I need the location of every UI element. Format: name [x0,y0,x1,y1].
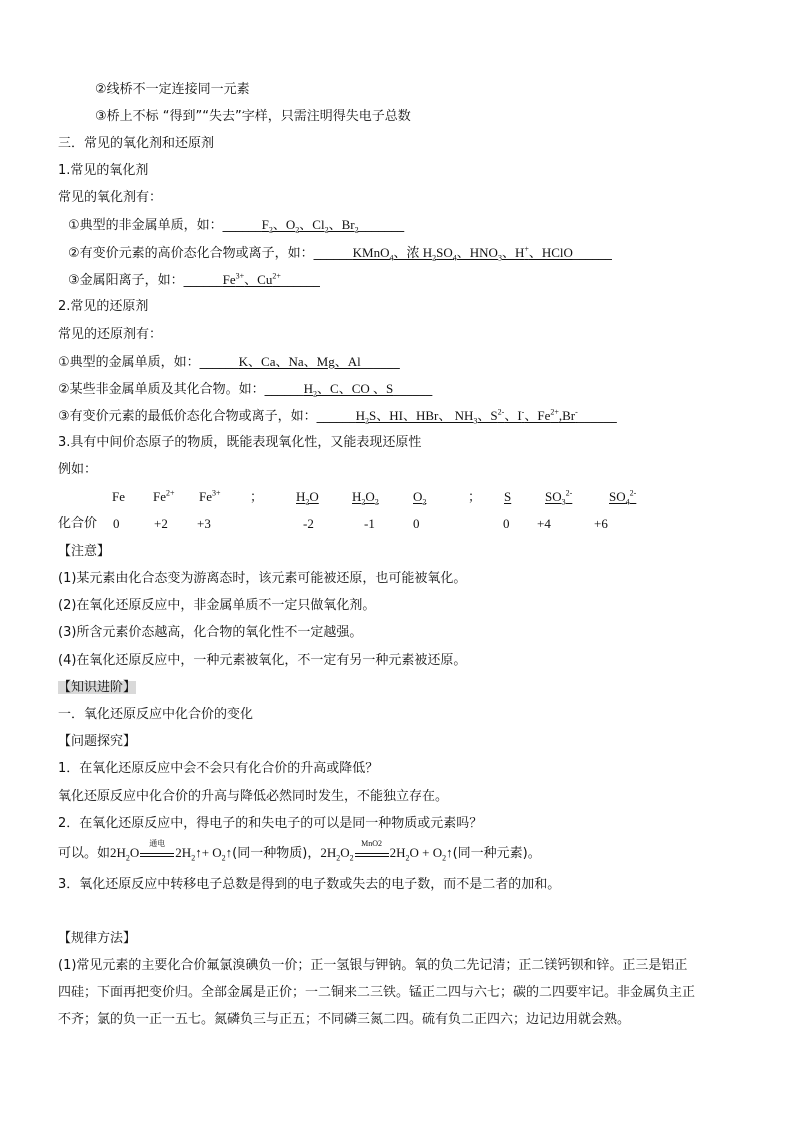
answer-text: $Fe^{3+}$、$Cu^{2+}$ [222,271,281,287]
reducer-item [58,381,433,399]
text-line: ②线桥不一定连接同一元素 [95,82,250,97]
formula: $Fe^{2+}$ [153,488,175,504]
answer-text: $F_2$、$O_2$、$Cl_2$、$Br_2$ [261,217,359,235]
answer-text: $H_2$、C、CO 、S [303,381,394,399]
question: 2．在氧化还原反应中，得电子的和失电子的可以是同一种物质或元素吗？ [58,816,483,831]
answer-blank: ______ [280,273,320,288]
text-line: 常见的还原剂有： [58,327,163,342]
formula: $H_2O$ [296,489,319,507]
valence-value: +4 [537,516,551,531]
formula: $H_2O_2$ [352,489,379,507]
formula: S [504,489,512,504]
valence-value: 0 [113,516,120,531]
reducer-item [58,355,400,369]
answer-blank: ______ [360,355,400,370]
text-line: ③桥上不标 “得到”“失去”字样，只需注明得失电子总数 [95,109,411,124]
reaction-arrow [140,839,174,857]
oxidizer-item [68,217,405,235]
answer-blank: ______ [393,382,433,397]
inquiry-title: 【问题探究】 [58,734,137,749]
valence-value: +3 [197,516,211,531]
question: 1．在氧化还原反应中会不会只有化合价的升高或降低？ [58,761,379,776]
reaction-arrow [355,839,389,857]
method-title: 【规律方法】 [58,931,137,946]
answer-prefix: 可以。如 [58,846,111,861]
answer-note: (同一种物质)， [232,846,321,861]
answer-text: K、Ca、Na、Mg、Al [238,354,361,369]
note-item: (1)某元素由化合态变为游离态时，该元素可能被还原，也可能被氧化。 [58,571,467,586]
answer-text: $H_2S$、HI、HBr、 $NH_3$、$S^{2-}$、I-、$Fe^{2+},Br^-$ [355,407,578,426]
formula: Fe [112,489,125,504]
equation: $2H_2↑+$ $O_2↑$ [175,845,233,863]
valence-value: -2 [303,516,314,531]
method-line: 不齐；氯的负一正一五七。氮磷负三与正五；不同磷三氮二四。硫有负二正四六；边记边用就会熟。 [58,1012,631,1027]
example-label: 例如： [58,462,98,477]
valence-value: 0 [413,516,420,531]
answer-blank: ______ [316,409,356,424]
equation: $2H_2O$ + $O_2↑$ [389,845,453,863]
method-line: 四硅；下面再把变价归。全部金属是正价；一二铜来二三铁。锰正二四与六七；碳的二四要牢记。非金属负主正 [58,985,696,1000]
answer-blank: ______ [183,273,223,288]
question: 3．氧化还原反应中转移电子总数是得到的电子数或失去的电子数，而不是二者的加和。 [58,877,561,892]
oxidizer-item [68,273,320,287]
equation: $2H_2O$ [110,845,140,863]
valence-value: +6 [594,516,608,531]
subsection-title: 2.常见的还原剂 [58,299,149,314]
text-line: 常见的氧化剂有： [58,190,163,205]
separator: ； [468,489,482,504]
valence-value: 0 [503,516,510,531]
section-title: 一．氧化还原反应中化合价的变化 [58,707,254,722]
item-label: ②某些非金属单质及其化合物。如： [58,382,265,397]
reaction-condition: 通电 [149,839,166,848]
formula: $O_2$ [413,489,427,507]
oxidizer-item [68,244,612,263]
answer-blank: ______ [264,382,304,397]
item-label: ①典型的非金属单质，如： [68,218,223,233]
reaction-condition: MnO2 [361,839,383,848]
reducer-item [58,407,617,426]
note-item: (2)在氧化还原反应中，非金属单质不一定只做氧化剂。 [58,598,376,613]
formula: $Fe^{3+}$ [199,488,221,504]
item-label: ②有变价元素的高价态化合物或离子，如： [68,246,314,261]
valence-value: -1 [364,516,375,531]
section-title: 三．常见的氧化剂和还原剂 [58,136,215,151]
item-label: ③金属阳离子，如： [68,273,184,288]
answer [58,839,541,863]
method-line: (1)常见元素的主要化合价氟氯溴碘负一价；正一氢银与钾钠。氧的负二先记清；正二镁钙钡和锌。正三是铝正 [58,958,688,973]
formula: $SO_4^{2-}$ [609,488,637,507]
answer-blank: _______ [358,218,405,233]
answer-note: (同一种元素)。 [452,846,541,861]
formula: $SO_3^{2-}$ [545,488,573,507]
valence-label: 化合价 [58,516,98,531]
answer-blank: ______ [572,246,612,261]
answer: 氧化还原反应中化合价的升高与降低必然同时发生，不能独立存在。 [58,789,449,804]
answer-text: KMnO$_4$、浓 $H_2SO_4$、$HNO_3$、H+、HClO [352,244,573,263]
item-label: ①典型的金属单质，如： [58,355,200,370]
subsection-title: 1.常见的氧化剂 [58,163,149,178]
valence-value: +2 [154,516,168,531]
answer-blank: ______ [199,355,239,370]
note-item: (4)在氧化还原反应中，一种元素被氧化，不一定有另一种元素被还原。 [58,653,467,668]
answer-blank: ______ [222,218,262,233]
subsection-title: 3.具有中间价态原子的物质，既能表现氧化性，又能表现还原性 [58,435,422,450]
item-label: ③有变价元素的最低价态化合物或离子，如： [58,409,317,424]
knowledge-advance-tag: 【知识进阶】 [58,680,137,695]
answer-blank: ______ [313,246,353,261]
answer-blank: ______ [577,409,617,424]
equation: $2H_2O_2$ [320,845,354,863]
note-item: (3)所含元素价态越高，化合物的氧化性不一定越强。 [58,625,363,640]
separator: ； [250,489,264,504]
notes-title: 【注意】 [58,544,111,559]
